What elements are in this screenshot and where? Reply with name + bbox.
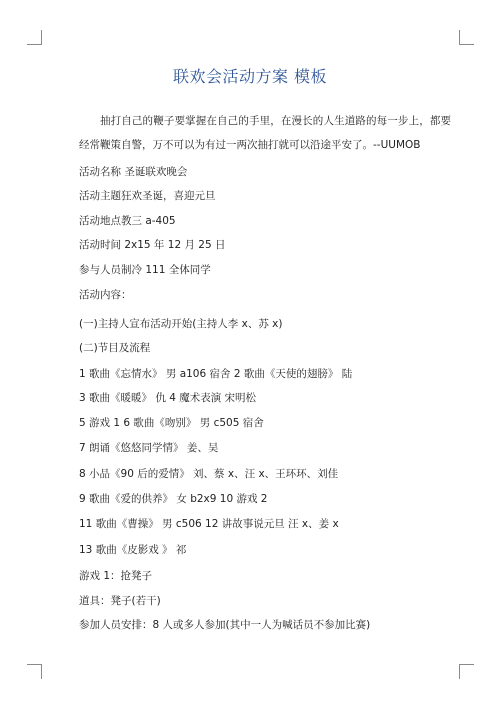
program-line: 1 歌曲《忘情水》 男 a106 宿舍 2 歌曲《天使的翅膀》 陆	[79, 368, 353, 380]
program-line: 9 歌曲《爱的供养》 女 b2x9 10 游戏 2	[79, 493, 268, 505]
activity-name-line: 活动名称 圣诞联欢晚会	[79, 166, 188, 178]
activity-location-line: 活动地点教三 a-405	[79, 215, 176, 227]
props-line: 道具：凳子(若干)	[79, 595, 161, 607]
crop-mark-top-right	[459, 30, 474, 45]
program-line: 7 朗诵《悠悠同学情》 姜、吴	[79, 442, 219, 454]
document-title: 联欢会活动方案 模板	[172, 67, 328, 86]
crop-mark-top-left	[27, 30, 42, 45]
program-line: 13 歌曲《皮影戏 》 祁	[79, 544, 187, 556]
program-line: 11 歌曲《曹操》 男 c506 12 讲故事说元旦 汪 x、姜 x	[79, 518, 339, 530]
crop-mark-bottom-right	[459, 664, 474, 679]
section-two-line: (二)节目及流程	[79, 342, 151, 354]
program-line: 8 小品《90 后的爱情》 刘、蔡 x、汪 x、王环环、刘佳	[79, 468, 339, 480]
activity-time-line: 活动时间 2x15 年 12 月 25 日	[79, 239, 226, 251]
program-line: 5 游戏 1 6 歌曲《吻别》 男 c505 宿舍	[79, 417, 264, 429]
participant-arrangement-line: 参加人员安排：8 人或多人参加(其中一人为喊话员不参加比赛)	[79, 619, 371, 631]
crop-mark-bottom-left	[27, 664, 42, 679]
intro-paragraph: 抽打自己的鞭子要掌握在自己的手里，在漫长的人生道路的每一步上，都要经常鞭策自警，万不可以为有过一两次抽打就可以沿途平安了。--UUMOB	[79, 115, 451, 151]
activity-content-heading: 活动内容：	[79, 289, 132, 301]
participants-line: 参与人员制冷 111 全体同学	[79, 264, 211, 276]
section-one-line: (一)主持人宣布活动开始(主持人李 x、苏 x)	[79, 318, 283, 330]
program-line: 3 歌曲《暖暖》 仇 4 魔术表演 宋明松	[79, 392, 257, 404]
activity-theme-line: 活动主题狂欢圣诞，喜迎元旦	[79, 190, 216, 202]
game-title-line: 游戏 1：抢凳子	[79, 570, 153, 582]
